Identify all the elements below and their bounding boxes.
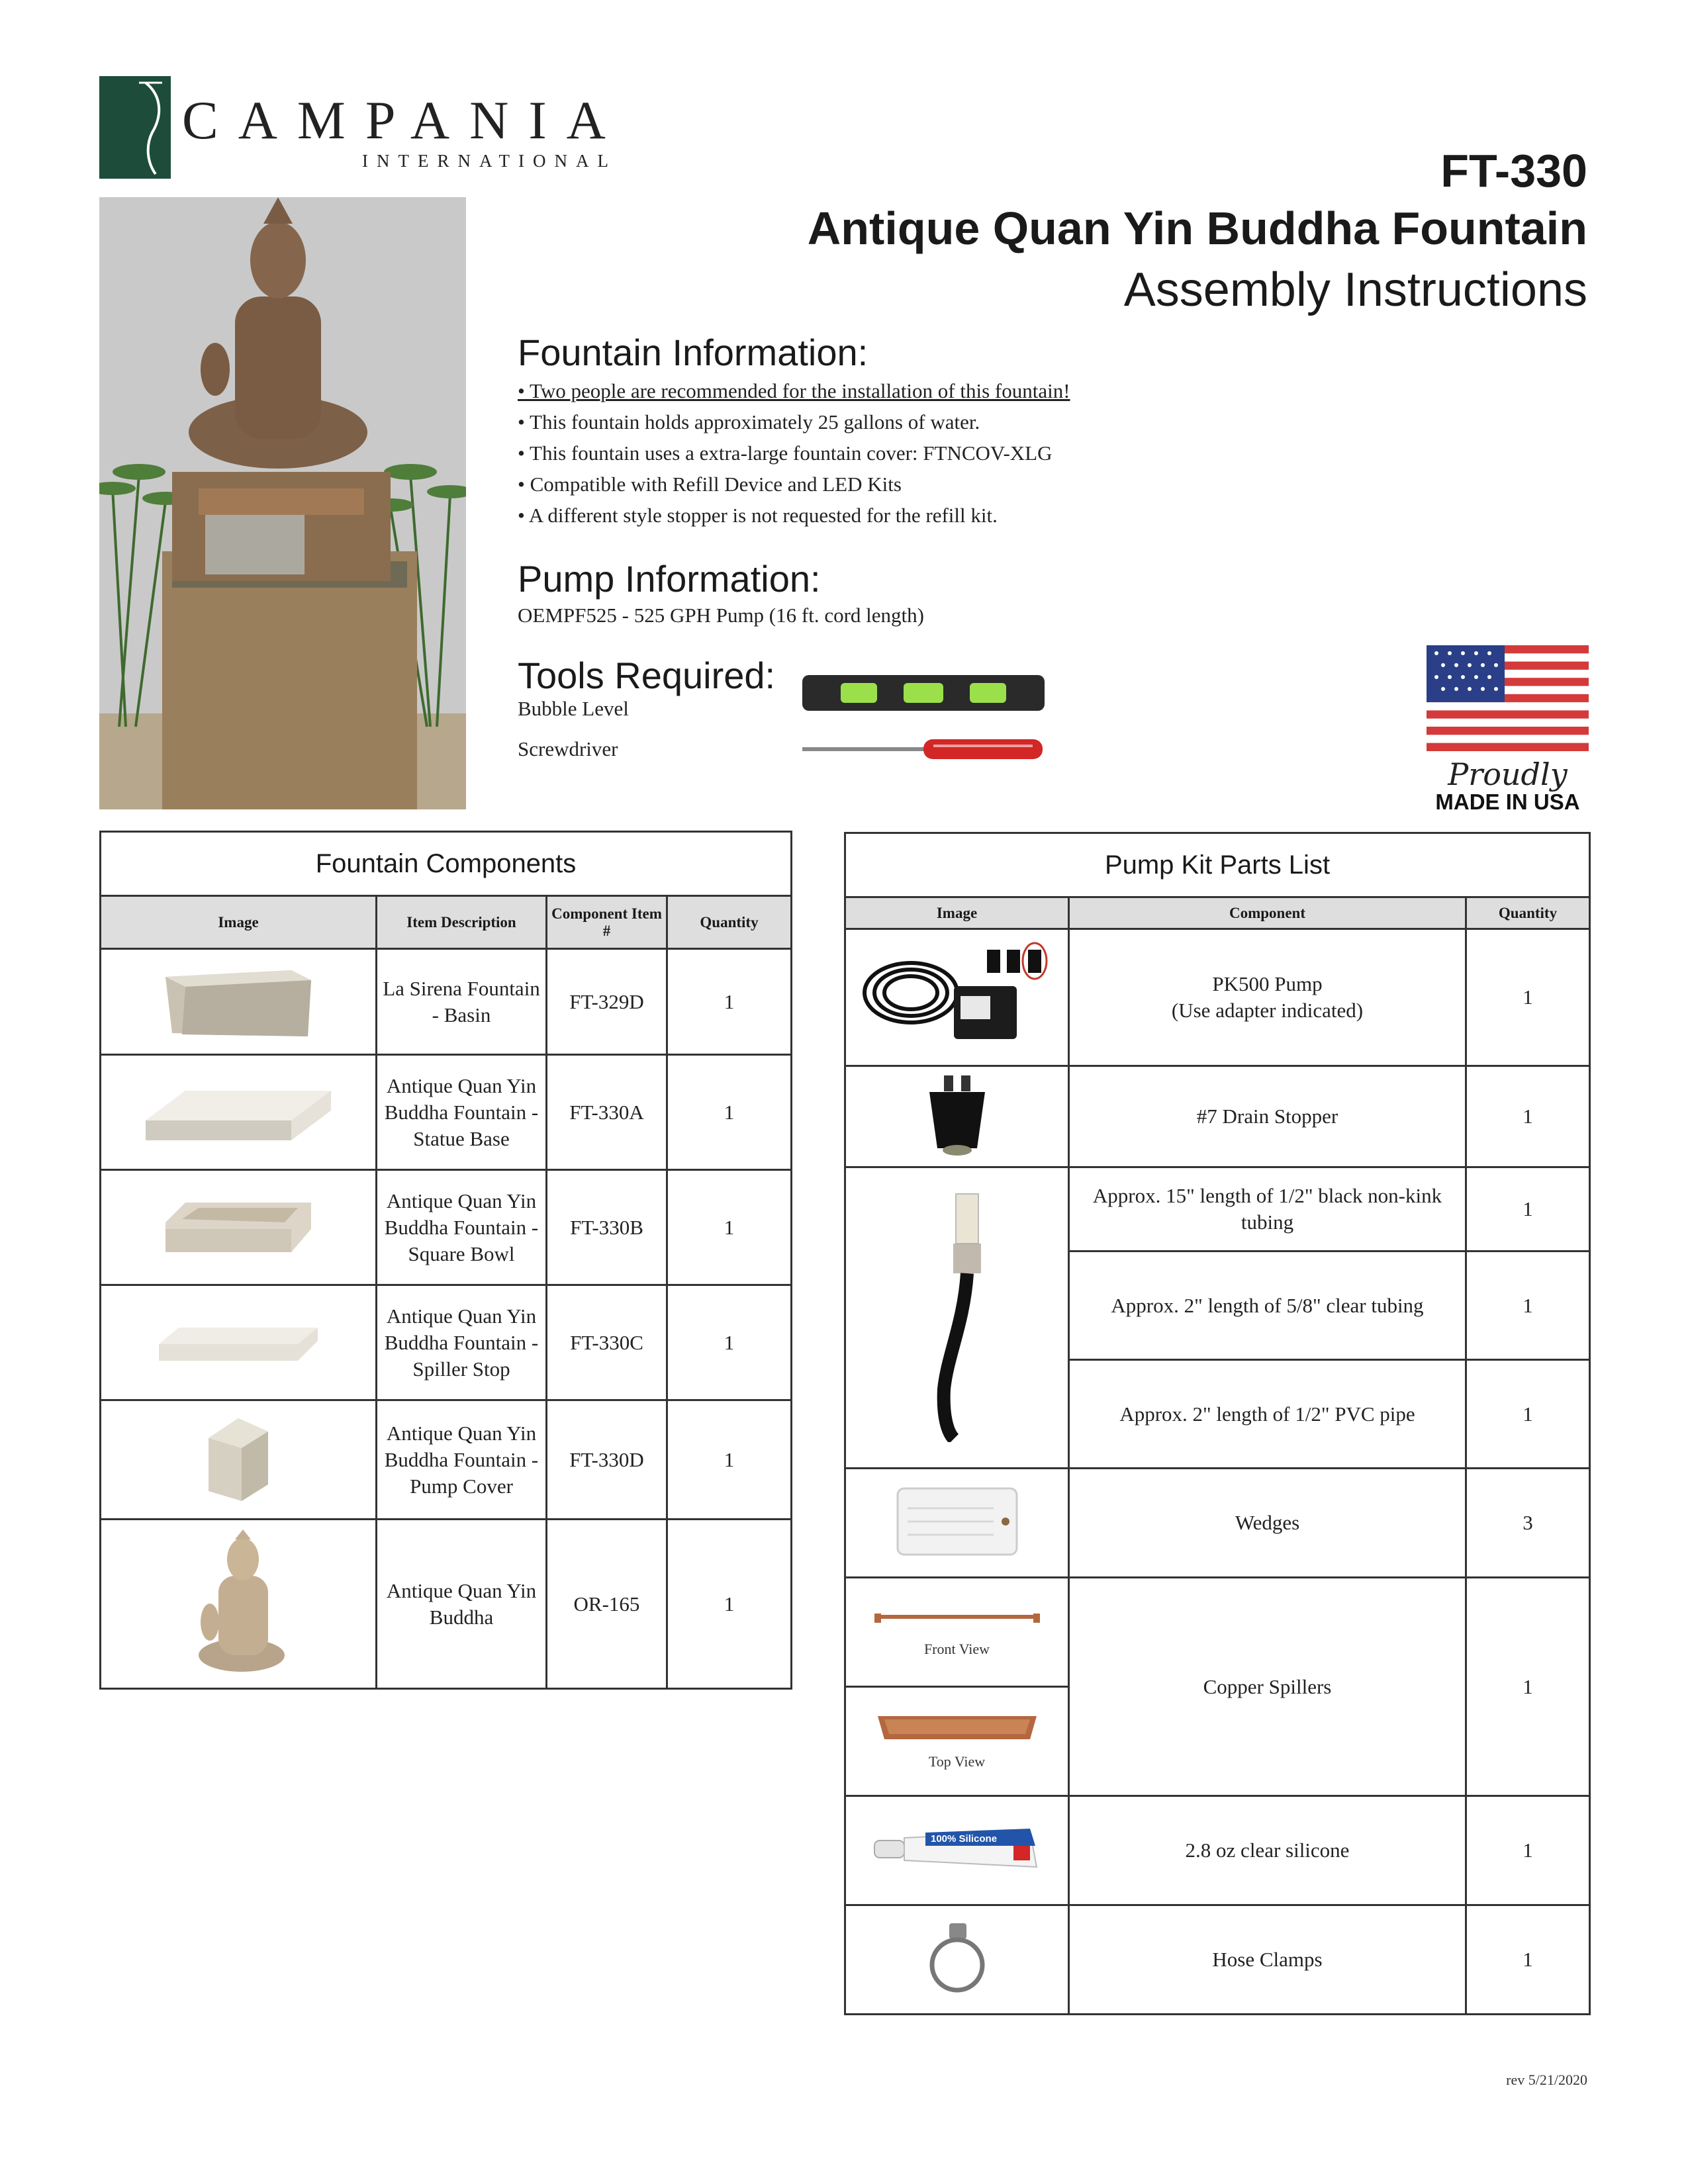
pump-kit-parts-table xyxy=(844,832,1591,2015)
silicone-tube-image xyxy=(845,1796,1069,1905)
part-component: Approx. 2" length of 5/8" clear tubing xyxy=(1069,1251,1466,1360)
table-row xyxy=(845,1066,1590,1167)
wedges-image xyxy=(845,1469,1069,1578)
part-component: Approx. 2" length of 1/2" PVC pipe xyxy=(1069,1360,1466,1469)
brand-name: CAMPANIA xyxy=(182,90,626,150)
part-quantity: 1 xyxy=(1466,929,1590,1066)
component-description: Antique Quan Yin Buddha Fountain - Square Bowl xyxy=(377,1170,547,1285)
component-quantity: 1 xyxy=(667,1520,792,1689)
part-component: 2.8 oz clear silicone xyxy=(1069,1796,1466,1905)
part-quantity: 1 xyxy=(1466,1796,1590,1905)
pump-info-heading: Pump Information: xyxy=(518,558,821,600)
part-quantity: 1 xyxy=(1466,1578,1590,1796)
info-item-stopper: • A different style stopper is not requested for the refill kit. xyxy=(518,504,998,527)
screwdriver-icon xyxy=(801,733,1046,769)
part-quantity: 1 xyxy=(1466,1251,1590,1360)
table-row xyxy=(845,1167,1590,1251)
product-code: FT-330 xyxy=(1440,145,1587,197)
info-item-compatibility: • Compatible with Refill Device and LED Kits xyxy=(518,473,902,496)
part-quantity: 1 xyxy=(1466,1167,1590,1251)
table-row xyxy=(845,1796,1590,1905)
fountain-info-list xyxy=(518,375,1070,531)
part-quantity: 1 xyxy=(1466,1360,1590,1469)
made-in-usa-label: MADE IN USA xyxy=(1435,790,1580,814)
copper-spiller-top-image xyxy=(845,1687,1069,1796)
col-image: Image xyxy=(845,897,1069,929)
product-title: Antique Quan Yin Buddha Fountain xyxy=(807,203,1587,254)
table-row xyxy=(101,1520,792,1689)
col-image: Image xyxy=(101,896,377,949)
part-component: Approx. 15" length of 1/2" black non-kink tubing xyxy=(1069,1167,1466,1251)
component-quantity: 1 xyxy=(667,1170,792,1285)
table-row xyxy=(101,1285,792,1400)
top-view-label: Top View xyxy=(928,1752,986,1770)
info-item-capacity: • This fountain holds approximately 25 gallons of water. xyxy=(518,410,980,433)
component-quantity: 1 xyxy=(667,949,792,1055)
component-item-number: OR-165 xyxy=(547,1520,667,1689)
copper-spiller-front-image xyxy=(845,1578,1069,1687)
part-component: Hose Clamps xyxy=(1069,1905,1466,2015)
component-item-number: FT-330B xyxy=(547,1170,667,1285)
component-quantity: 1 xyxy=(667,1055,792,1170)
tool-bubble-level: Bubble Level xyxy=(518,697,629,720)
info-item-cover: • This fountain uses a extra-large fountain cover: FTNCOV-XLG xyxy=(518,441,1053,465)
part-quantity: 1 xyxy=(1466,1905,1590,2015)
table-row xyxy=(101,1400,792,1520)
fountain-info-heading: Fountain Information: xyxy=(518,332,868,373)
part-component: #7 Drain Stopper xyxy=(1069,1066,1466,1167)
part-quantity: 3 xyxy=(1466,1469,1590,1578)
hose-clamp-image xyxy=(845,1905,1069,2015)
part-component xyxy=(1069,929,1466,1066)
component-item-number: FT-330A xyxy=(547,1055,667,1170)
basin-image xyxy=(101,949,377,1055)
fountain-photo xyxy=(99,197,466,809)
table-row xyxy=(845,1905,1590,2015)
document-subtitle: Assembly Instructions xyxy=(1123,263,1587,316)
pumpkit-table-title: Pump Kit Parts List xyxy=(845,833,1590,897)
component-item-number: FT-330C xyxy=(547,1285,667,1400)
proudly-script: Proudly xyxy=(1448,756,1568,792)
col-component-item: Component Item # xyxy=(547,896,667,949)
part-quantity: 1 xyxy=(1466,1066,1590,1167)
col-component: Component xyxy=(1069,897,1466,929)
component-quantity: 1 xyxy=(667,1400,792,1520)
spiller-stop-image xyxy=(101,1285,377,1400)
components-table-title: Fountain Components xyxy=(101,832,792,896)
table-row xyxy=(101,1055,792,1170)
col-quantity: Quantity xyxy=(667,896,792,949)
col-item-description: Item Description xyxy=(377,896,547,949)
table-row xyxy=(101,949,792,1055)
front-view-label: Front View xyxy=(923,1640,990,1657)
part-note: (Use adapter indicated) xyxy=(1171,999,1364,1022)
tubing-image xyxy=(845,1167,1069,1469)
table-row xyxy=(845,929,1590,1066)
brand-subtitle: INTERNATIONAL xyxy=(362,151,617,171)
statue-base-image xyxy=(101,1055,377,1170)
component-quantity: 1 xyxy=(667,1285,792,1400)
component-description: La Sirena Fountain - Basin xyxy=(377,949,547,1055)
drain-stopper-image xyxy=(845,1066,1069,1167)
component-description: Antique Quan Yin Buddha xyxy=(377,1520,547,1689)
pump-cover-image xyxy=(101,1400,377,1520)
col-quantity: Quantity xyxy=(1466,897,1590,929)
revision-date: rev 5/21/2020 xyxy=(1506,2071,1587,2088)
part-component: Wedges xyxy=(1069,1469,1466,1578)
component-description: Antique Quan Yin Buddha Fountain - Pump Cover xyxy=(377,1400,547,1520)
tool-screwdriver: Screwdriver xyxy=(518,737,618,760)
table-row xyxy=(845,1469,1590,1578)
tools-heading: Tools Required: xyxy=(518,655,776,696)
bubble-level-icon xyxy=(801,670,1046,719)
info-item-recommendation: • Two people are recommended for the installation of this fountain! xyxy=(518,379,1070,402)
part-name: PK500 Pump xyxy=(1212,972,1323,995)
logo-mark xyxy=(99,76,171,179)
square-bowl-image xyxy=(101,1170,377,1285)
part-component: Copper Spillers xyxy=(1069,1578,1466,1796)
component-description: Antique Quan Yin Buddha Fountain - Statue Base xyxy=(377,1055,547,1170)
component-item-number: FT-329D xyxy=(547,949,667,1055)
component-description: Antique Quan Yin Buddha Fountain - Spiller Stop xyxy=(377,1285,547,1400)
table-row xyxy=(845,1578,1590,1687)
table-row xyxy=(101,1170,792,1285)
component-item-number: FT-330D xyxy=(547,1400,667,1520)
pump-info-text: OEMPF525 - 525 GPH Pump (16 ft. cord length) xyxy=(518,604,924,627)
silicone-tube-label: 100% Silicone xyxy=(930,1833,997,1844)
pump-image xyxy=(845,929,1069,1066)
fountain-components-table xyxy=(99,831,792,1690)
usa-flag-icon xyxy=(1427,645,1589,751)
buddha-statue-image xyxy=(101,1520,377,1689)
